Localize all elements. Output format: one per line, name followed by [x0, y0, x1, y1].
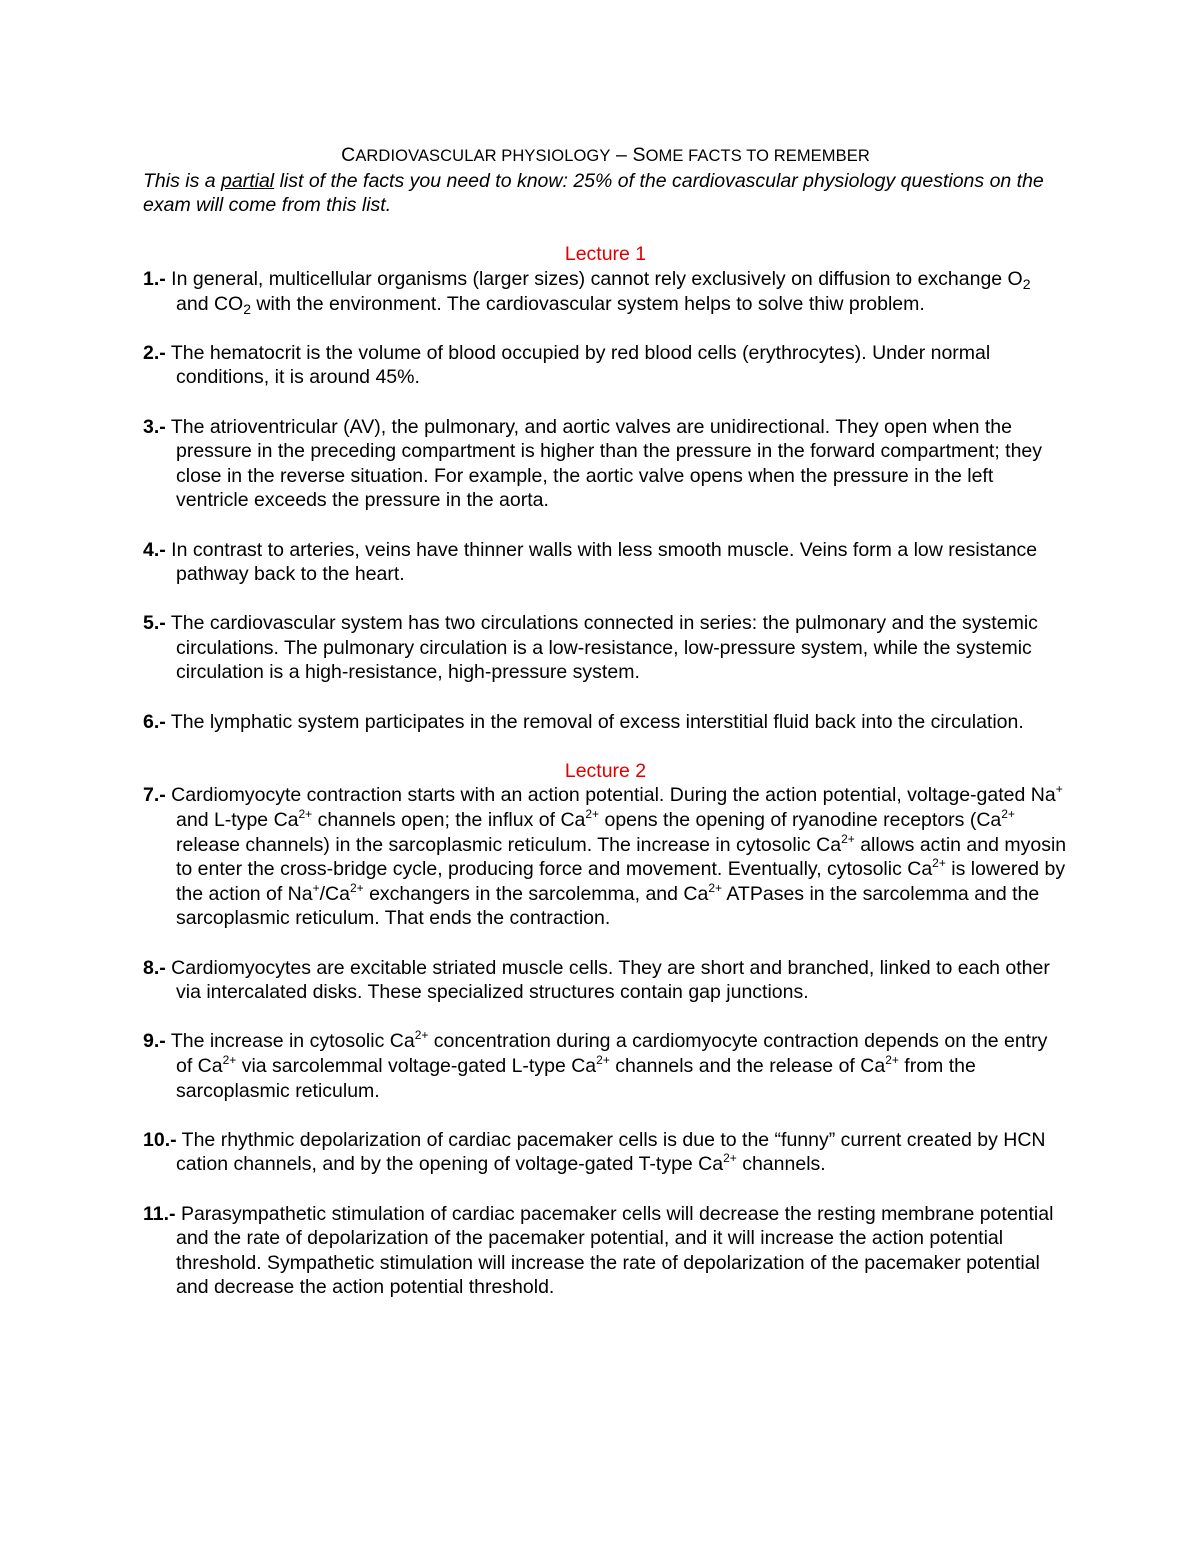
fact-number: 9.-	[143, 1030, 166, 1053]
fact-number: 8.-	[143, 956, 166, 979]
fact-text: Parasympathetic stimulation of cardiac pacemaker cells will decrease the resting membrane potential and the rate of depolarization of the pacemaker potential, and it will increase the action potential threshold. Sympathetic stimulation will increase the rate of depolarization of the pacemaker potential and decrease the action potential threshold.	[175, 1202, 1054, 1299]
fact-number: 6.-	[143, 710, 166, 733]
fact-text: In contrast to arteries, veins have thinner walls with less smooth muscle. Veins form a low resistance pathway back to the heart.	[165, 538, 1038, 586]
fact-number: 1.-	[143, 267, 166, 290]
title-initial-c: C	[341, 144, 356, 166]
intro-underlined-word: partial	[221, 169, 275, 192]
fact-item	[143, 341, 1068, 390]
fact-text: The cardiovascular system has two circulations connected in series: the pulmonary and the systemic circulations. The pulmonary circulation is a low-resistance, low-pressure system, while the systemic circulation is a high-resistance, high-pressure system.	[165, 612, 1038, 684]
fact-number: 3.-	[143, 415, 166, 438]
fact-item	[143, 1128, 1068, 1177]
title-part1: ARDIOVASCULAR PHYSIOLOGY	[355, 147, 611, 165]
fact-text: Cardiomyocyte contraction starts with an action potential. During the action potential, voltage-gated Na+ and L-type $Ca^{2+}$ channels open; the influx of $Ca^{2+}$ opens the opening of ryanodine receptors ($Ca^{2+}$ release channels) in the sarcoplasmic reticulum. The increase in cytosolic $Ca^{2+}$ allows actin and myosin to enter the cross-bridge cycle, producing force and movement. Eventually, cytosolic $Ca^{2+}$ is lowered by the action of $Na^+/Ca^{2+}$ exchangers in the sarcolemma, and $Ca^{2+}$ ATPases in the sarcolemma and the sarcoplasmic reticulum. That ends the contraction.	[165, 782, 1067, 930]
fact-item	[143, 956, 1068, 1005]
fact-text: The hematocrit is the volume of blood occupied by red blood cells (erythrocytes). Under normal conditions, it is around 45%.	[165, 341, 991, 389]
fact-item	[143, 611, 1068, 685]
fact-text: Cardiomyocytes are excitable striated muscle cells. They are short and branched, linked to each other via intercalated disks. These specialized structures contain gap junctions.	[165, 956, 1050, 1004]
fact-item	[143, 783, 1068, 931]
intro-pre: This is a	[143, 169, 222, 192]
document-page	[143, 143, 1068, 1325]
title-initial-s: S	[632, 144, 646, 166]
fact-number: 11.-	[143, 1202, 176, 1225]
document-title	[143, 143, 1068, 169]
intro-post: list of the facts you need to know: 25% of the cardiovascular physiology questions on the exam will come from this list.	[143, 169, 1044, 217]
title-dash: –	[610, 144, 633, 166]
fact-text: The lymphatic system participates in the removal of excess interstitial fluid back into the circulation.	[165, 710, 1024, 733]
fact-item	[143, 538, 1068, 587]
fact-text: The increase in cytosolic $Ca^{2+}$ concentration during a cardiomyocyte contraction depends on the entry of $Ca^{2+}$ via sarcolemmal voltage-gated L-type $Ca^{2+}$ channels and the release of $Ca^{2+}$ from the sarcoplasmic reticulum.	[165, 1028, 1048, 1102]
intro-paragraph	[143, 169, 1068, 218]
title-part2: OME FACTS TO REMEMBER	[645, 147, 870, 165]
fact-item	[143, 1029, 1068, 1103]
fact-number: 7.-	[143, 784, 166, 807]
fact-text: In general, multicellular organisms (larger sizes) cannot rely exclusively on diffusion to exchange $O_2$ and $CO_2$ with the environment. The cardiovascular system helps to solve thiw problem.	[165, 267, 1031, 317]
fact-number: 5.-	[143, 612, 166, 635]
fact-number: 2.-	[143, 341, 166, 364]
fact-item	[143, 415, 1068, 513]
fact-item	[143, 1202, 1068, 1300]
lectures-container	[143, 242, 1068, 1300]
lecture-heading: Lecture 1	[564, 243, 647, 266]
fact-text: The atrioventricular (AV), the pulmonary, and aortic valves are unidirectional. They open when the pressure in the preceding compartment is higher than the pressure in the forward compartment; they close in the reverse situation. For example, the aortic valve opens when the pressure in the left ventricle exceeds the pressure in the aorta.	[165, 415, 1043, 512]
fact-text: The rhythmic depolarization of cardiac pacemaker cells is due to the “funny” current created by HCN cation channels, and by the opening of voltage-gated T-type $Ca^{2+}$ channels.	[176, 1128, 1046, 1176]
fact-number: 4.-	[143, 538, 166, 561]
fact-item	[143, 267, 1068, 316]
fact-number: 10.-	[143, 1128, 177, 1151]
lecture-heading: Lecture 2	[564, 759, 647, 782]
fact-item	[143, 710, 1068, 735]
